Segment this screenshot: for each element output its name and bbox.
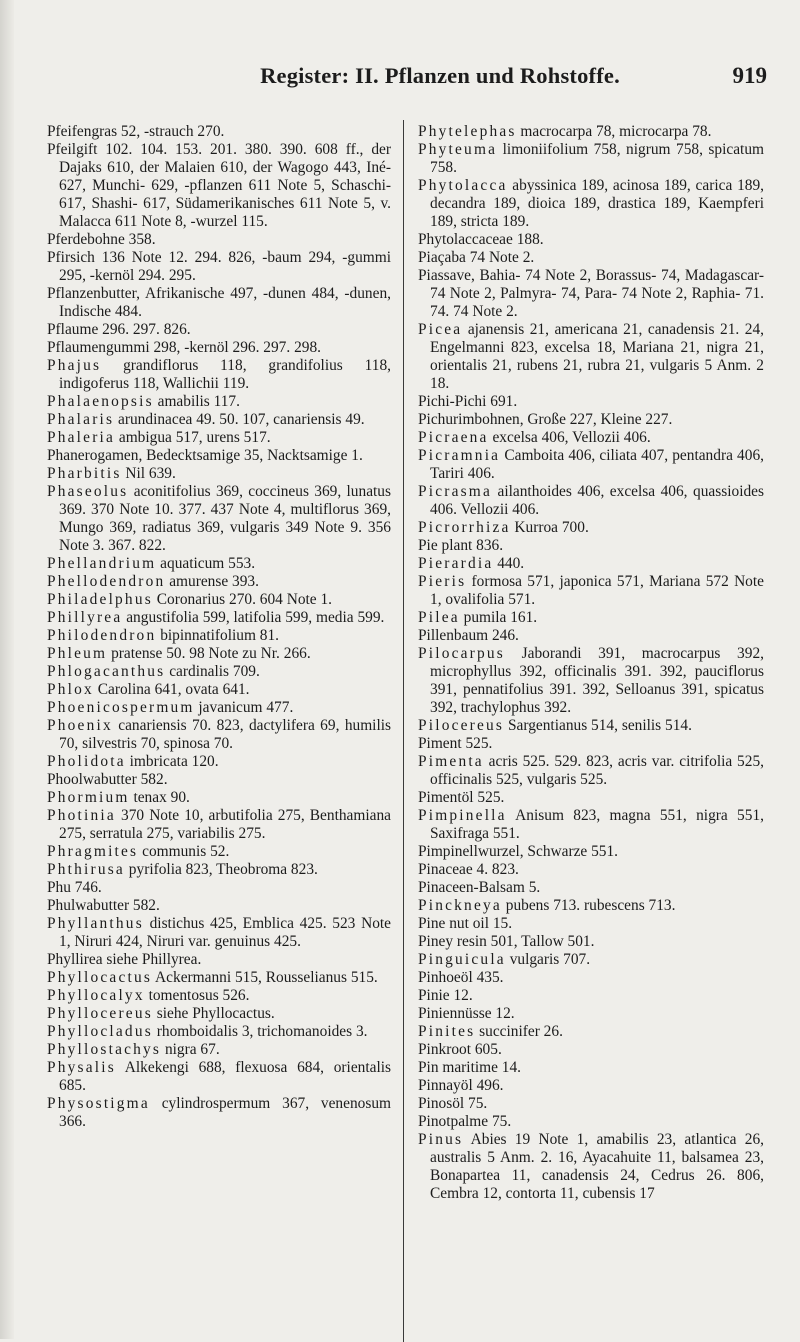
entry-text: ambigua 517, urens 517. — [115, 429, 271, 446]
entry-text: Pferdebohne 358. — [47, 231, 156, 248]
index-entry — [47, 483, 391, 555]
index-entry — [418, 807, 764, 843]
index-entry — [47, 141, 391, 231]
genus-name: Pinites — [418, 1023, 476, 1040]
index-entry — [418, 735, 764, 753]
index-entry — [47, 663, 391, 681]
entry-text: Carolina 641, ovata 641. — [93, 681, 250, 698]
index-entry — [418, 573, 764, 609]
entry-text: canariensis 70. 823, dactylifera 69, humilis 70, silvestris 70, spinosa 70. — [59, 717, 391, 752]
index-entry — [47, 465, 391, 483]
index-entry — [418, 969, 764, 987]
entry-text: abyssinica 189, acinosa 189, carica 189, decandra 189, dioica 189, drastica 189, Kaempferi 189, stricta 189. — [430, 177, 764, 230]
genus-name: Pilocarpus — [418, 645, 505, 662]
genus-name: Phyteuma — [418, 141, 498, 158]
entry-text: Jaborandi 391, macrocarpus 392, microphyllus 392, officinalis 391. 392, pauciflorus 391, pennatifolius 391. 392, Selloanus 391, spicatus 392, trachylophus 392. — [430, 645, 764, 716]
genus-name: Phytolacca — [418, 177, 508, 194]
entry-text: Anisum 823, magna 551, nigra 551, Saxifraga 551. — [430, 807, 764, 842]
index-entry — [418, 879, 764, 897]
entry-text: Piment 525. — [418, 735, 493, 752]
genus-name: Phytelephas — [418, 123, 517, 140]
entry-text: javanicum 477. — [194, 699, 294, 716]
entry-text: Pin maritime 14. — [418, 1059, 522, 1076]
entry-text: communis 52. — [138, 843, 230, 860]
index-entry — [418, 717, 764, 735]
index-column-left — [47, 123, 391, 1131]
index-entry — [47, 339, 391, 357]
entry-text: distichus 425, Emblica 425. 523 Note 1, Niruri 424, Niruri var. genuinus 425. — [59, 915, 391, 950]
index-entry — [418, 1131, 764, 1203]
genus-name: Phormium — [47, 789, 130, 806]
index-entry — [418, 537, 764, 555]
entry-text: Pinaceen-Balsam 5. — [418, 879, 541, 896]
genus-name: Phalaris — [47, 411, 115, 428]
entry-text: pubens 713. rubescens 713. — [501, 897, 676, 914]
genus-name: Phoenix — [47, 717, 113, 734]
entry-text: amabilis 117. — [153, 393, 240, 410]
entry-text: Phulwabutter 582. — [47, 897, 160, 914]
entry-text: pratense 50. 98 Note zu Nr. 266. — [107, 645, 311, 662]
entry-text: aconitifolius 369, coccineus 369, lunatus 369. 370 Note 10. 377. 437 Note 4, multiflorus 369, Mungo 369, radiatus 369, vulgaris 349 Note 9. 356 Note 3. 367. 822. — [59, 483, 391, 554]
genus-name: Pinus — [418, 1131, 464, 1148]
index-entry — [47, 1023, 391, 1041]
index-entry — [47, 1005, 391, 1023]
genus-name: Pimpinella — [418, 807, 507, 824]
index-entry — [418, 1095, 764, 1113]
index-entry — [418, 429, 764, 447]
index-entry — [47, 915, 391, 951]
index-entry — [47, 357, 391, 393]
index-entry — [418, 897, 764, 915]
entry-text: pyrifolia 823, Theobroma 823. — [124, 861, 318, 878]
index-entry — [418, 141, 764, 177]
entry-text: Pine nut oil 15. — [418, 915, 513, 932]
entry-text: bipinnatifolium 81. — [156, 627, 280, 644]
genus-name: Phthirusa — [47, 861, 125, 878]
index-entry — [47, 753, 391, 771]
genus-name: Phajus — [47, 357, 102, 374]
index-entry — [47, 879, 391, 897]
entry-text: imbricata 120. — [125, 753, 219, 770]
index-entry — [47, 285, 391, 321]
entry-text: cardinalis 709. — [165, 663, 260, 680]
entry-text: succinifer 26. — [475, 1023, 563, 1040]
entry-text: Pie plant 836. — [418, 537, 504, 554]
index-entry — [418, 555, 764, 573]
index-entry — [47, 969, 391, 987]
entry-text: Phyllirea siehe Phillyrea. — [47, 951, 202, 968]
index-entry — [418, 645, 764, 717]
index-entry — [47, 591, 391, 609]
entry-text: Abies 19 Note 1, amabilis 23, atlantica 26, australis 5 Anm. 2. 16, Ayacahuite 11, balsamea 23, Bonapartea 11, canadensis 24, Cedrus 26. 806, Cembra 12, contorta 11, cubensis 17 — [430, 1131, 764, 1202]
genus-name: Phoenicospermum — [47, 699, 195, 716]
index-entry — [418, 1077, 764, 1095]
genus-name: Phyllocladus — [47, 1023, 153, 1040]
entry-text: vulgaris 707. — [505, 951, 591, 968]
entry-text: limoniifolium 758, nigrum 758, spicatum 758. — [430, 141, 764, 176]
index-entry — [47, 627, 391, 645]
index-entry — [47, 429, 391, 447]
index-entry — [418, 1059, 764, 1077]
index-entry — [47, 555, 391, 573]
index-entry — [418, 1023, 764, 1041]
genus-name: Philadelphus — [47, 591, 153, 608]
entry-text: arundinacea 49. 50. 107, canariensis 49. — [114, 411, 365, 428]
index-entry — [418, 609, 764, 627]
index-entry — [418, 843, 764, 861]
genus-name: Picraena — [418, 429, 489, 446]
index-entry — [47, 789, 391, 807]
index-entry — [418, 177, 764, 231]
entry-text: Phanerogamen, Bedecktsamige 35, Nacktsamige 1. — [47, 447, 363, 464]
index-entry — [47, 123, 391, 141]
index-entry — [418, 483, 764, 519]
entry-text: Nil 639. — [121, 465, 176, 482]
index-entry — [418, 987, 764, 1005]
index-entry — [418, 231, 764, 249]
entry-text: ajanensis 21, americana 21, canadensis 21. 24, Engelmanni 823, excelsa 18, Mariana 21, nigra 21, orientalis 21, rubens 21, rubra 21, vulgaris 5 Anm. 2 18. — [430, 321, 764, 392]
page-header — [0, 63, 780, 103]
entry-text: Phu 746. — [47, 879, 102, 896]
entry-text: Pflaumengummi 298, -kernöl 296. 297. 298. — [47, 339, 322, 356]
entry-text: Pimentöl 525. — [418, 789, 505, 806]
index-entry — [47, 1095, 391, 1131]
genus-name: Physostigma — [47, 1095, 150, 1112]
entry-text: Pfirsich 136 Note 12. 294. 826, -baum 294, -gummi 295, -kernöl 294. 295. — [47, 249, 391, 284]
index-entry — [47, 1041, 391, 1059]
index-entry — [418, 933, 764, 951]
entry-text: 440. — [493, 555, 525, 572]
index-entry — [47, 645, 391, 663]
index-entry — [47, 699, 391, 717]
entry-text: Piniennüsse 12. — [418, 1005, 515, 1022]
entry-text: Pillenbaum 246. — [418, 627, 519, 644]
genus-name: Phyllocereus — [47, 1005, 153, 1022]
index-entry — [418, 861, 764, 879]
index-entry — [47, 609, 391, 627]
genus-name: Physalis — [47, 1059, 116, 1076]
entry-text: Phoolwabutter 582. — [47, 771, 168, 788]
genus-name: Picrorrhiza — [418, 519, 511, 536]
entry-text: angustifolia 599, latifolia 599, media 599. — [122, 609, 385, 626]
genus-name: Pinguicula — [418, 951, 506, 968]
genus-name: Phaseolus — [47, 483, 129, 500]
index-entry — [418, 1041, 764, 1059]
index-entry — [47, 321, 391, 339]
index-entry — [47, 861, 391, 879]
page-edge-shadow — [0, 0, 14, 1339]
entry-text: cylindrospermum 367, venenosum 366. — [59, 1095, 391, 1130]
entry-text: tenax 90. — [129, 789, 190, 806]
entry-text: ailanthoides 406, excelsa 406, quassioides 406. Vellozii 406. — [430, 483, 764, 518]
index-entry — [47, 1059, 391, 1095]
genus-name: Phyllostachys — [47, 1041, 162, 1058]
index-entry — [47, 771, 391, 789]
index-entry — [418, 951, 764, 969]
index-entry — [418, 447, 764, 483]
entry-text: Pfeilgift 102. 104. 153. 201. 380. 390. 608 ff., der Dajaks 610, der Malaien 610, der Wagogo 443, Iné- 627, Munchi- 629, -pflanzen 611 Note 5, Schaschi- 617, Shashi- 617, Südamerikanisches 611 Note 5, v. Malacca 611 Note 8, -wurzel 115. — [47, 141, 391, 230]
column-divider — [403, 120, 404, 1342]
genus-name: Picramnia — [418, 447, 501, 464]
entry-text: Pinhoeöl 435. — [418, 969, 504, 986]
index-entry — [418, 321, 764, 393]
running-head: Register: II. Pflanzen und Rohstoffe. — [260, 63, 620, 88]
index-entry — [418, 627, 764, 645]
index-entry — [47, 951, 391, 969]
index-entry — [418, 249, 764, 267]
genus-name: Pinckneya — [418, 897, 502, 914]
genus-name: Phyllocalyx — [47, 987, 145, 1004]
genus-name: Phaleria — [47, 429, 116, 446]
index-entry — [47, 717, 391, 753]
index-entry — [418, 1005, 764, 1023]
index-entry — [418, 393, 764, 411]
entry-text: Pichi-Pichi 691. — [418, 393, 518, 410]
genus-name: Picrasma — [418, 483, 493, 500]
page-number: 919 — [732, 63, 767, 88]
entry-text: formosa 571, japonica 571, Mariana 572 Note 1, ovalifolia 571. — [430, 573, 764, 608]
entry-text: Pichurimbohnen, Große 227, Kleine 227. — [418, 411, 673, 428]
entry-text: Phytolaccaceae 188. — [418, 231, 544, 248]
genus-name: Pharbitis — [47, 465, 122, 482]
genus-name: Pieris — [418, 573, 467, 590]
genus-name: Phyllanthus — [47, 915, 144, 932]
entry-text: Pflaume 296. 297. 826. — [47, 321, 191, 338]
entry-text: Pinotpalme 75. — [418, 1113, 512, 1130]
index-entry — [418, 123, 764, 141]
entry-text: tomentosus 526. — [144, 987, 250, 1004]
genus-name: Pimenta — [418, 753, 484, 770]
genus-name: Picea — [418, 321, 463, 338]
entry-text: grandiflorus 118, grandifolius 118, indigoferus 118, Wallichii 119. — [59, 357, 391, 392]
entry-text: Pinaceae 4. 823. — [418, 861, 519, 878]
entry-text: 370 Note 10, arbutifolia 275, Benthamiana 275, serratula 275, variabilis 275. — [59, 807, 391, 842]
entry-text: Coronarius 270. 604 Note 1. — [152, 591, 333, 608]
index-entry — [47, 249, 391, 285]
entry-text: Kurroa 700. — [510, 519, 589, 536]
entry-text: Pinosöl 75. — [418, 1095, 488, 1112]
genus-name: Phlox — [47, 681, 94, 698]
genus-name: Phleum — [47, 645, 108, 662]
index-entry — [418, 915, 764, 933]
index-entry — [47, 987, 391, 1005]
index-entry — [418, 753, 764, 789]
entry-text: rhomboidalis 3, trichomanoides 3. — [152, 1023, 368, 1040]
entry-text: Pinie 12. — [418, 987, 473, 1004]
index-entry — [47, 897, 391, 915]
entry-text: Camboita 406, ciliata 407, pentandra 406, Tariri 406. — [430, 447, 764, 482]
genus-name: Pilea — [418, 609, 460, 626]
index-entry — [418, 411, 764, 429]
genus-name: Phlogacanthus — [47, 663, 166, 680]
entry-text: Pfeifengras 52, -strauch 270. — [47, 123, 225, 140]
index-entry — [418, 789, 764, 807]
index-entry — [47, 411, 391, 429]
entry-text: Piaçaba 74 Note 2. — [418, 249, 535, 266]
index-entry — [47, 843, 391, 861]
genus-name: Phalaenopsis — [47, 393, 154, 410]
entry-text: Piney resin 501, Tallow 501. — [418, 933, 595, 950]
genus-name: Philodendron — [47, 627, 157, 644]
entry-text: Pflanzenbutter, Afrikanische 497, -dunen 484, -dunen, Indische 484. — [47, 285, 391, 320]
index-entry — [418, 1113, 764, 1131]
entry-text: Pimpinellwurzel, Schwarze 551. — [418, 843, 619, 860]
entry-text: excelsa 406, Vellozii 406. — [488, 429, 651, 446]
entry-text: pumila 161. — [459, 609, 538, 626]
index-entry — [418, 267, 764, 321]
index-entry — [47, 231, 391, 249]
genus-name: Pholidota — [47, 753, 126, 770]
index-entry — [47, 573, 391, 591]
genus-name: Phellandrium — [47, 555, 157, 572]
index-column-right — [418, 123, 764, 1203]
entry-text: Ackermanni 515, Rousselianus 515. — [152, 969, 378, 986]
entry-text: siehe Phyllocactus. — [152, 1005, 275, 1022]
entry-text: Alkekengi 688, flexuosa 684, orientalis 685. — [59, 1059, 391, 1094]
entry-text: aquaticum 553. — [156, 555, 256, 572]
entry-text: acris 525. 529. 823, acris var. citrifolia 525, officinalis 525, vulgaris 525. — [430, 753, 764, 788]
genus-name: Phillyrea — [47, 609, 123, 626]
entry-text: Piassave, Bahia- 74 Note 2, Borassus- 74, Madagascar- 74 Note 2, Palmyra- 74, Para- 74 Note 2, Raphia- 71. 74. 74 Note 2. — [418, 267, 764, 320]
index-entry — [47, 447, 391, 465]
genus-name: Phyllocactus — [47, 969, 153, 986]
genus-name: Phragmites — [47, 843, 139, 860]
index-entry — [47, 393, 391, 411]
genus-name: Pierardia — [418, 555, 494, 572]
index-entry — [418, 519, 764, 537]
entry-text: Sargentianus 514, senilis 514. — [504, 717, 692, 734]
genus-name: Photinia — [47, 807, 116, 824]
entry-text: amurense 393. — [165, 573, 259, 590]
index-entry — [47, 807, 391, 843]
genus-name: Pilocereus — [418, 717, 505, 734]
genus-name: Phellodendron — [47, 573, 166, 590]
index-entry — [47, 681, 391, 699]
entry-text: macrocarpa 78, microcarpa 78. — [516, 123, 712, 140]
entry-text: Pinkroot 605. — [418, 1041, 502, 1058]
entry-text: nigra 67. — [161, 1041, 220, 1058]
entry-text: Pinnayöl 496. — [418, 1077, 504, 1094]
